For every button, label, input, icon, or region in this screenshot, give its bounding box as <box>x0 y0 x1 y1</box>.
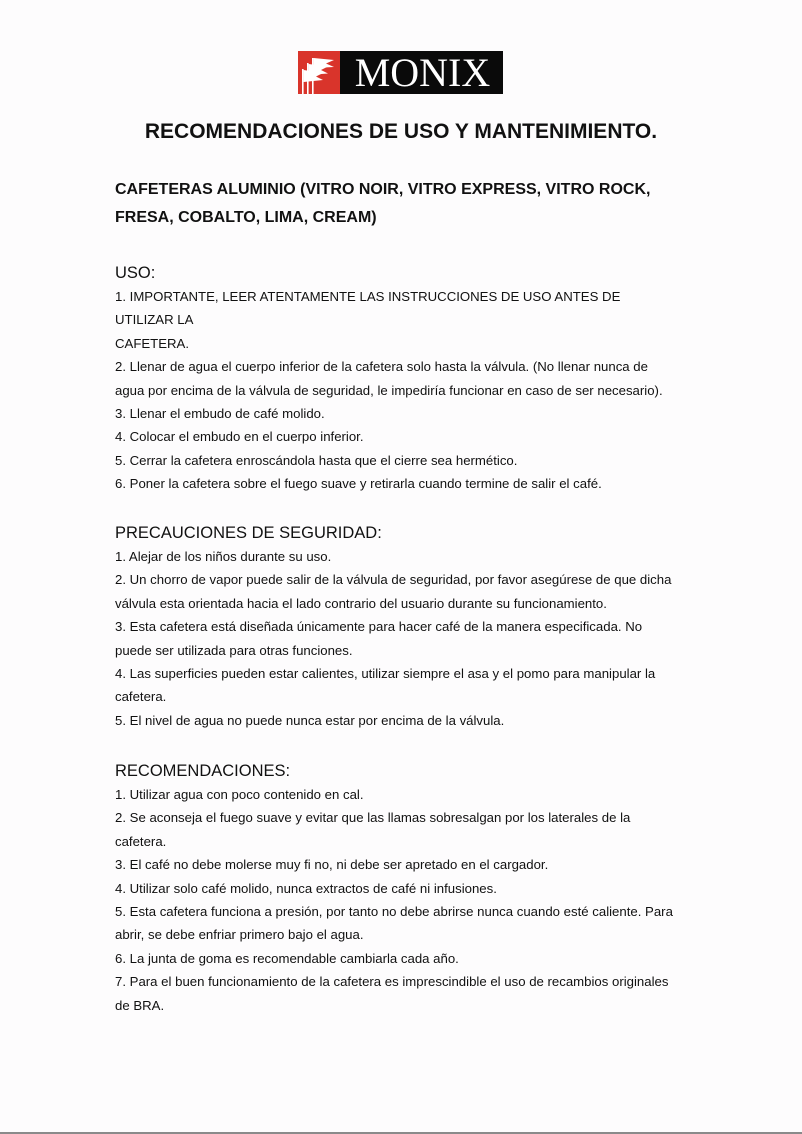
list-item: CAFETERA. <box>115 335 190 351</box>
list-item: 2. Se aconseja el fuego suave y evitar que las llamas sobresalgan por los laterales de la <box>115 810 631 826</box>
list-item: abrir, se debe enfriar primero bajo el agua. <box>115 927 364 943</box>
list-item: de BRA. <box>115 997 165 1013</box>
list-item: 7. Para el buen funcionamiento de la cafetera es imprescindible el uso de recambios originales <box>115 974 669 990</box>
subtitle-line: FRESA, COBALTO, LIMA, CREAM) <box>115 209 377 226</box>
list-item: 3. Esta cafetera está diseñada únicamente para hacer café de la manera especificada. No <box>115 619 643 635</box>
list-item: 5. Esta cafetera funciona a presión, por tanto no debe abrirse nunca cuando esté caliente. Para <box>115 904 673 920</box>
list-item: UTILIZAR LA <box>115 312 194 328</box>
list-item: cafetera. <box>115 833 167 849</box>
list-item: 3. Llenar el embudo de café molido. <box>115 406 325 422</box>
page-title: RECOMENDACIONES DE USO Y MANTENIMIENTO. <box>144 120 658 143</box>
list-item: 1. Alejar de los niños durante su uso. <box>115 549 332 564</box>
product-subtitle <box>115 176 715 232</box>
list-item: 4. Colocar el embudo en el cuerpo inferior. <box>115 429 364 445</box>
list-item: 1. IMPORTANTE, LEER ATENTAMENTE LAS INSTRUCCIONES DE USO ANTES DE <box>115 289 621 304</box>
section-heading: RECOMENDACIONES: <box>115 762 291 780</box>
section-uso <box>115 262 705 496</box>
section-precauciones <box>115 522 705 732</box>
section-recomendaciones <box>115 760 705 1017</box>
list-item: agua por encima de la válvula de seguridad, le impediría funcionar en caso de ser necesario). <box>115 382 663 398</box>
list-item: 3. El café no debe molerse muy fi no, ni debe ser apretado en el cargador. <box>115 857 549 873</box>
flags-icon <box>298 51 340 94</box>
section-heading: USO: <box>115 264 156 282</box>
list-item: 5. Cerrar la cafetera enroscándola hasta que el cierre sea hermético. <box>115 452 518 468</box>
list-item: cafetera. <box>115 689 167 705</box>
subtitle-line: CAFETERAS ALUMINIO (VITRO NOIR, VITRO EXPRESS, VITRO ROCK, <box>115 181 651 198</box>
list-item: válvula esta orientada hacia el lado contrario del usuario durante su funcionamiento. <box>115 595 607 611</box>
list-item: 2. Llenar de agua el cuerpo inferior de la cafetera solo hasta la válvula. (No llenar nunca de <box>115 359 648 375</box>
list-item: 5. El nivel de agua no puede nunca estar por encima de la válvula. <box>115 712 505 728</box>
list-item: 2. Un chorro de vapor puede salir de la válvula de seguridad, por favor asegúrese de que dicha <box>115 572 672 588</box>
list-item: 1. Utilizar agua con poco contenido en cal. <box>115 787 364 802</box>
section-heading: PRECAUCIONES DE SEGURIDAD: <box>115 524 382 542</box>
list-item: 6. La junta de goma es recomendable cambiarla cada año. <box>115 950 459 966</box>
list-item: 4. Utilizar solo café molido, nunca extractos de café ni infusiones. <box>115 880 497 896</box>
brand-logo <box>298 51 503 94</box>
list-item: 6. Poner la cafetera sobre el fuego suave y retirarla cuando termine de salir el café. <box>115 476 602 492</box>
list-item: 4. Las superficies pueden estar calientes, utilizar siempre el asa y el pomo para manipular la <box>115 666 656 682</box>
list-item: puede ser utilizada para otras funciones. <box>115 642 353 658</box>
brand-name: MONIX <box>340 51 503 94</box>
